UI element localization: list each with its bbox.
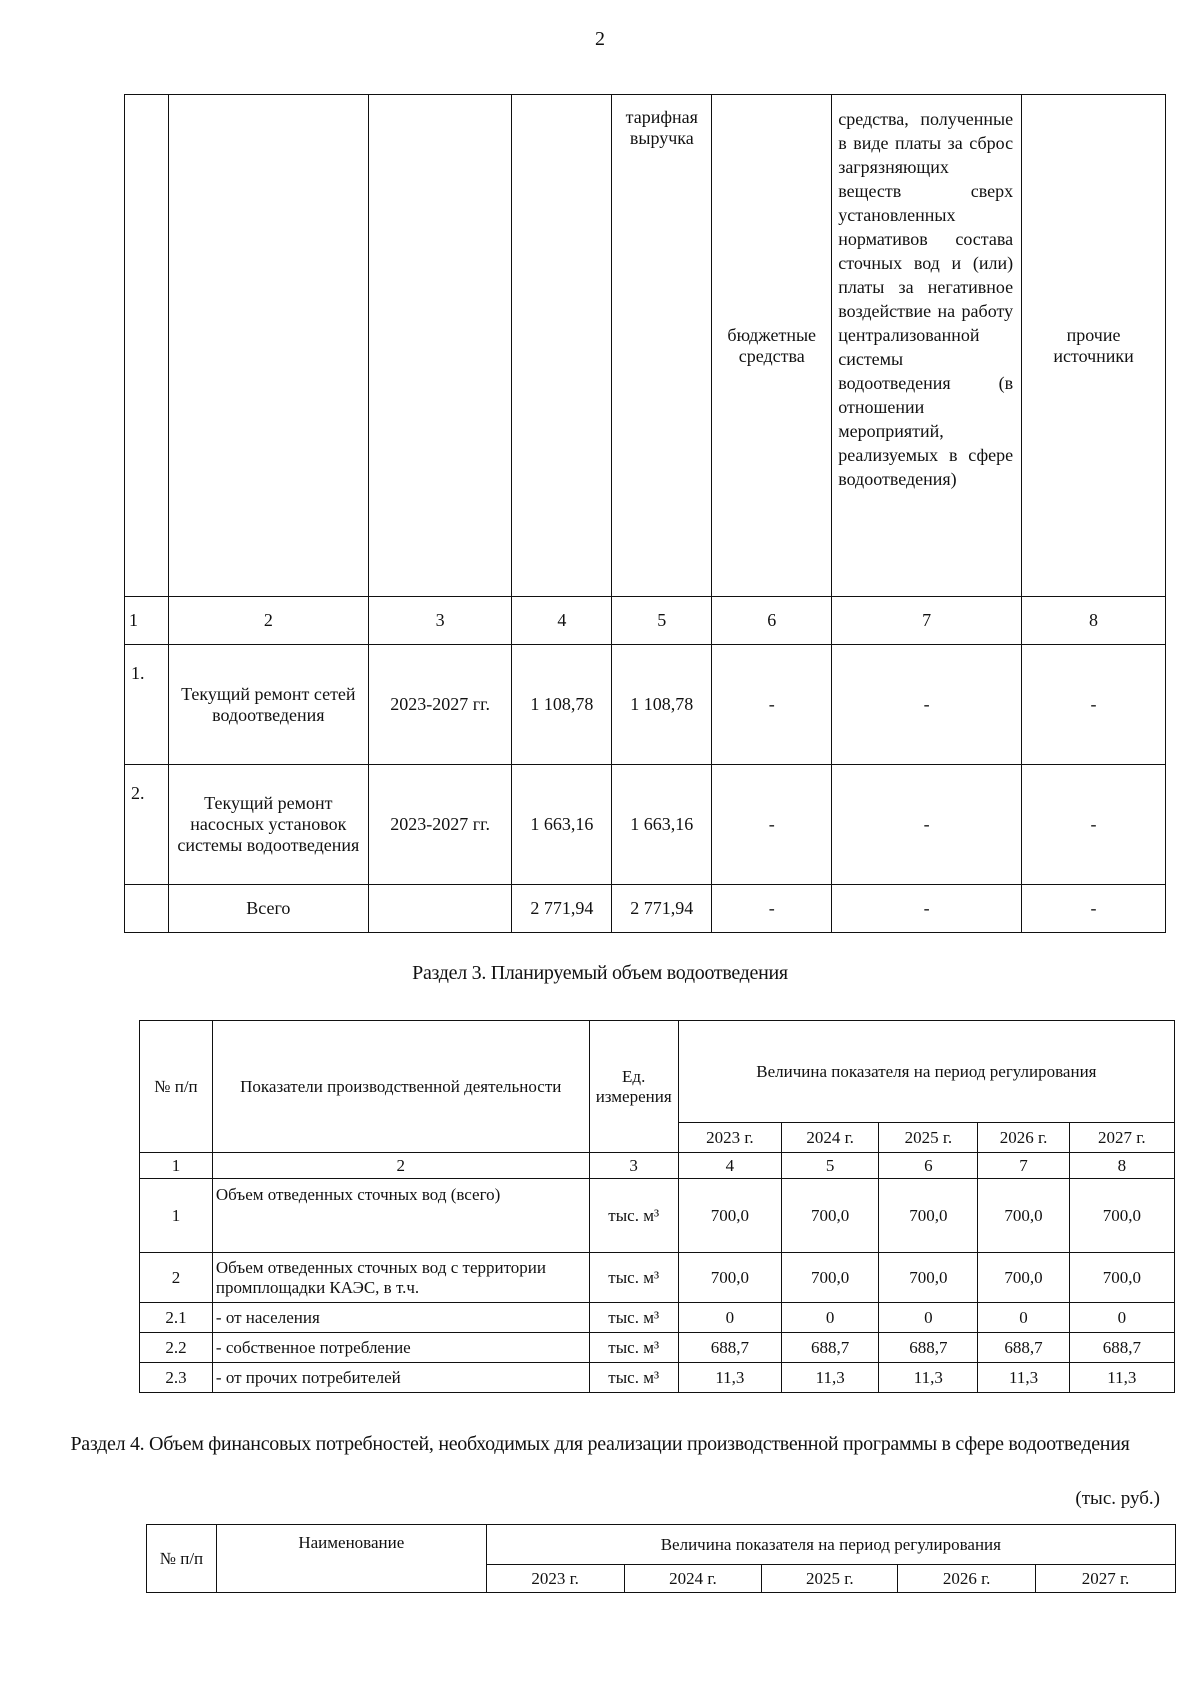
col-number: 3 [589,1153,678,1179]
header-num: № п/п [147,1525,217,1593]
row-unit: тыс. м³ [589,1333,678,1363]
total-empty [368,885,512,933]
year-cell: 2025 г. [762,1565,898,1593]
table-header-row [140,1021,1175,1123]
row-value: 700,0 [978,1253,1069,1303]
year-cell: 2023 г. [486,1565,624,1593]
section3-title: Раздел 3. Планируемый объем водоотведения [412,962,788,984]
header-value: Величина показателя на период регулирования [678,1021,1174,1123]
row-value: 700,0 [978,1179,1069,1253]
row-value: 0 [879,1303,978,1333]
col-number: 4 [678,1153,781,1179]
table-row [125,645,1166,765]
table-row [140,1363,1175,1393]
table-row [140,1253,1175,1303]
row-value: 700,0 [1069,1253,1174,1303]
total-other: - [1022,885,1166,933]
header-cell-empty [368,95,512,597]
column-number-row [140,1153,1175,1179]
header-cell-empty [168,95,368,597]
total-label: Всего [168,885,368,933]
row-value: 688,7 [678,1333,781,1363]
col-number: 5 [782,1153,879,1179]
row-value: 700,0 [879,1179,978,1253]
year-cell: 2024 г. [624,1565,762,1593]
header-num: № п/п [140,1021,213,1153]
year-cell: 2025 г. [879,1123,978,1153]
row-tariff: 1 108,78 [612,645,712,765]
section4-title: Раздел 4. Объем финансовых потребностей, необходимых для реализации производственной программы в сфере водоотведения [70,1433,1130,1455]
row-name: Текущий ремонт насосных установок системы водоотведения [168,765,368,885]
col-number: 7 [832,597,1022,645]
row-value: 11,3 [678,1363,781,1393]
page-number: 2 [595,28,605,50]
row-value: 700,0 [879,1253,978,1303]
row-indicator: Объем отведенных сточных вод с территории промплощадки КАЭС, в т.ч. [212,1253,589,1303]
row-value: 688,7 [1069,1333,1174,1363]
row-period: 2023-2027 гг. [368,645,512,765]
row-value: 11,3 [782,1363,879,1393]
col-number: 6 [712,597,832,645]
year-cell: 2026 г. [978,1123,1069,1153]
column-number-row [125,597,1166,645]
table-row [140,1179,1175,1253]
row-number: 2 [140,1253,213,1303]
table-row [140,1333,1175,1363]
header-other: прочие источники [1022,95,1166,597]
total-sum: 2 771,94 [512,885,612,933]
header-cell-empty [125,95,169,597]
row-period: 2023-2027 гг. [368,765,512,885]
year-cell: 2024 г. [782,1123,879,1153]
col-number: 3 [368,597,512,645]
col-number: 2 [212,1153,589,1179]
units-label: (тыс. руб.) [1075,1488,1160,1509]
col-number: 8 [1022,597,1166,645]
investment-table [124,94,1166,933]
header-cell-empty [512,95,612,597]
col-number: 7 [978,1153,1069,1179]
row-other: - [1022,765,1166,885]
row-budget: - [712,645,832,765]
header-indicator: Показатели производственной деятельности [212,1021,589,1153]
row-value: 0 [782,1303,879,1333]
header-unit: Ед. измерения [589,1021,678,1153]
row-indicator: - от прочих потребителей [212,1363,589,1393]
row-total: 1 108,78 [512,645,612,765]
row-tariff: 1 663,16 [612,765,712,885]
year-cell: 2027 г. [1036,1565,1176,1593]
total-tariff: 2 771,94 [612,885,712,933]
row-value: 688,7 [782,1333,879,1363]
col-number: 1 [140,1153,213,1179]
row-value: 688,7 [978,1333,1069,1363]
total-empty [125,885,169,933]
row-value: 11,3 [1069,1363,1174,1393]
row-value: 700,0 [782,1253,879,1303]
row-number: 2.3 [140,1363,213,1393]
financial-needs-table [146,1524,1176,1593]
row-value: 11,3 [879,1363,978,1393]
row-unit: тыс. м³ [589,1253,678,1303]
year-cell: 2026 г. [898,1565,1036,1593]
table-header-row [125,95,1166,597]
total-row [125,885,1166,933]
total-budget: - [712,885,832,933]
row-value: 688,7 [879,1333,978,1363]
row-indicator: - собственное потребление [212,1333,589,1363]
row-number: 1. [125,645,169,765]
row-unit: тыс. м³ [589,1303,678,1333]
wastewater-volume-table [139,1020,1175,1393]
year-cell: 2023 г. [678,1123,781,1153]
row-number: 2.2 [140,1333,213,1363]
header-value: Величина показателя на период регулирования [486,1525,1175,1565]
row-total: 1 663,16 [512,765,612,885]
header-fees: средства, полученные в виде платы за сброс загрязняющих веществ сверх установленных нормативов состава сточных вод и (или) платы за негативное воздействие на работу централизованной системы водоотведения (в отношении мероприятий, реализуемых в сфере водоотведения) [832,95,1022,597]
header-tariff: тарифная выручка [612,95,712,597]
table-row [140,1303,1175,1333]
row-value: 700,0 [1069,1179,1174,1253]
row-value: 700,0 [678,1253,781,1303]
table-row [125,765,1166,885]
row-other: - [1022,645,1166,765]
row-value: 11,3 [978,1363,1069,1393]
col-number: 8 [1069,1153,1174,1179]
row-fees: - [832,645,1022,765]
col-number: 4 [512,597,612,645]
row-indicator: Объем отведенных сточных вод (всего) [212,1179,589,1253]
row-unit: тыс. м³ [589,1179,678,1253]
row-number: 1 [140,1179,213,1253]
row-indicator: - от населения [212,1303,589,1333]
row-unit: тыс. м³ [589,1363,678,1393]
row-value: 700,0 [782,1179,879,1253]
header-budget: бюджетные средства [712,95,832,597]
col-number: 1 [125,597,169,645]
row-value: 0 [678,1303,781,1333]
col-number: 6 [879,1153,978,1179]
row-number: 2. [125,765,169,885]
table-header-row [147,1525,1176,1565]
row-number: 2.1 [140,1303,213,1333]
year-cell: 2027 г. [1069,1123,1174,1153]
row-value: 0 [1069,1303,1174,1333]
col-number: 5 [612,597,712,645]
row-budget: - [712,765,832,885]
row-value: 700,0 [678,1179,781,1253]
total-fees: - [832,885,1022,933]
row-fees: - [832,765,1022,885]
row-value: 0 [978,1303,1069,1333]
header-name: Наименование [216,1525,486,1593]
col-number: 2 [168,597,368,645]
row-name: Текущий ремонт сетей водоотведения [168,645,368,765]
